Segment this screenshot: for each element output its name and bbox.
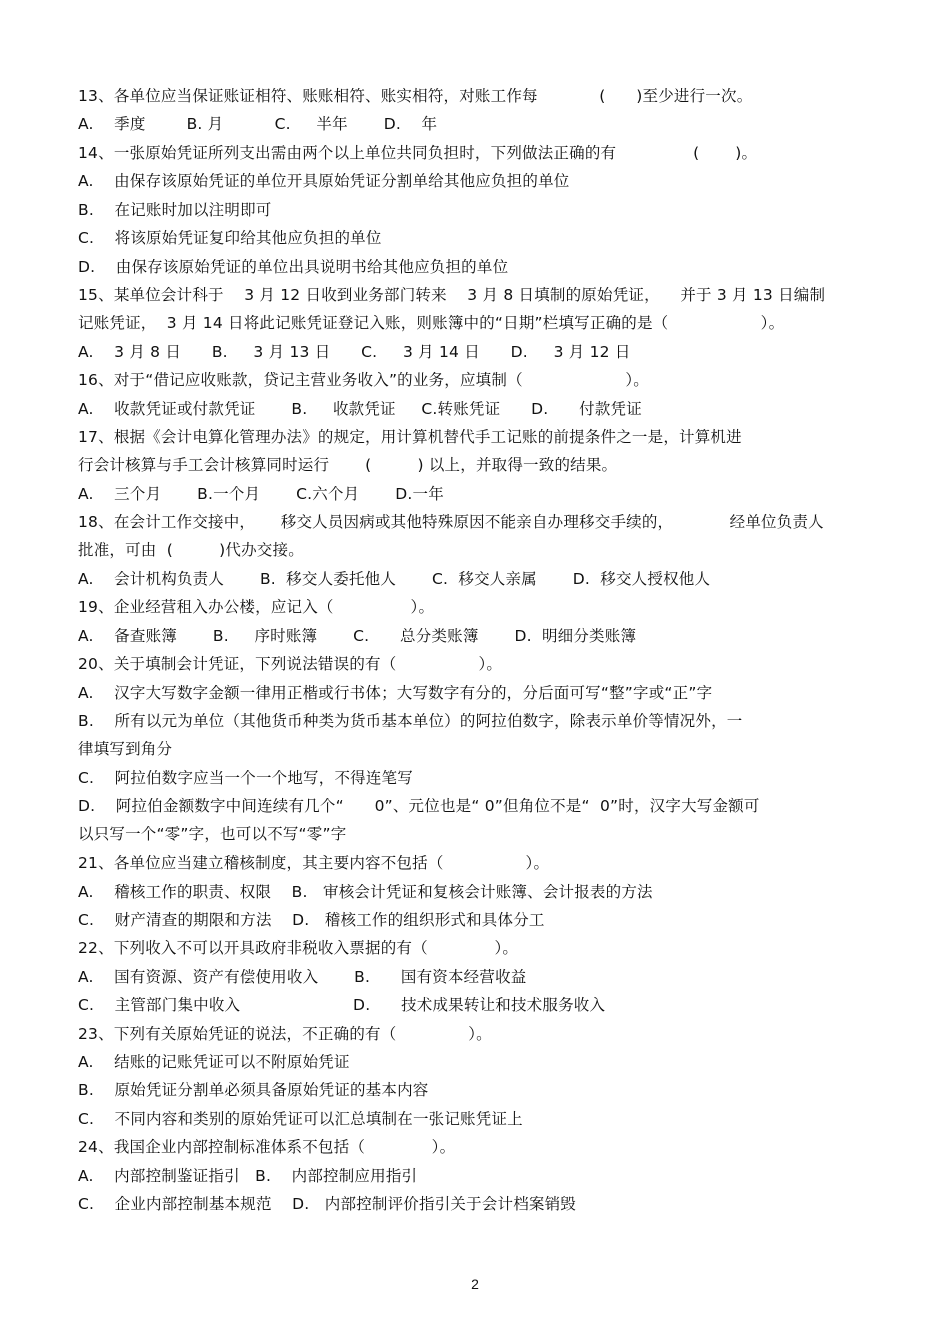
question-13-stem: 13、各单位应当保证账证相符、账账相符、账实相符，对账工作每 ( )至少进行一次。 [78, 87, 753, 105]
question-21-options-cd: C. 财产清查的期限和方法 D. 稽核工作的组织形式和具体分工 [78, 911, 545, 929]
question-22-options-ab: A. 国有资源、资产有偿使用收入 B. 国有资本经营收益 [78, 968, 527, 986]
question-17-stem-line1: 17、根据《会计电算化管理办法》的规定，用计算机替代手工记账的前提条件之一是，计算机进 [78, 428, 742, 446]
question-23-option-c: C. 不同内容和类别的原始凭证可以汇总填制在一张记账凭证上 [78, 1110, 523, 1128]
question-22-options-cd: C. 主管部门集中收入 D. 技术成果转让和技术服务收入 [78, 996, 606, 1014]
question-16-stem: 16、对于“借记应收账款，贷记主营业务收入”的业务，应填制（ ）。 [78, 371, 649, 389]
question-20-option-d-line2: 以只写一个“零”字，也可以不写“零”字 [78, 825, 347, 843]
question-20-stem: 20、关于填制会计凭证，下列说法错误的有（ ）。 [78, 655, 503, 673]
question-21-options-ab: A. 稽核工作的职责、权限 B. 审核会计凭证和复核会计账簿、会计报表的方法 [78, 883, 653, 901]
question-19-stem: 19、企业经营租入办公楼，应记入（ ）。 [78, 598, 435, 616]
question-17-options: A. 三个月 B.一个月 C.六个月 D.一年 [78, 485, 444, 503]
question-23-stem: 23、下列有关原始凭证的说法，不正确的有（ ）。 [78, 1025, 492, 1043]
question-14-option-d: D. 由保存该原始凭证的单位出具说明书给其他应负担的单位 [78, 258, 509, 276]
question-20-option-b-line2: 律填写到角分 [78, 740, 173, 758]
question-24-options-ab: A. 内部控制鉴证指引 B. 内部控制应用指引 [78, 1167, 418, 1185]
question-22-stem: 22、下列收入不可以开具政府非税收入票据的有（ ）。 [78, 939, 519, 957]
question-20-option-b-line1: B. 所有以元为单位（其他货币种类为货币基本单位）的阿拉伯数字，除表示单价等情况外，一 [78, 712, 743, 730]
question-23-option-a: A. 结账的记账凭证可以不附原始凭证 [78, 1053, 350, 1071]
question-17-stem-line2: 行会计核算与手工会计核算同时运行 ( ) 以上，并取得一致的结果。 [78, 456, 618, 474]
question-15-stem-line2: 记账凭证， 3 月 14 日将此记账凭证登记入账，则账簿中的“日期”栏填写正确的是（ ）。 [78, 314, 785, 332]
question-14-stem: 14、一张原始凭证所列支出需由两个以上单位共同负担时，下列做法正确的有 ( )。 [78, 144, 758, 162]
question-18-options: A. 会计机构负责人 B. 移交人委托他人 C. 移交人亲属 D. 移交人授权他人 [78, 570, 711, 588]
question-20-option-d-line1: D. 阿拉伯金额数字中间连续有几个“ 0”、元位也是“ 0”但角位不是“ 0”时，汉字大写金额可 [78, 797, 760, 815]
question-19-options: A. 备查账簿 B. 序时账簿 C. 总分类账簿 D. 明细分类账簿 [78, 627, 637, 645]
page-number: 2 [471, 1276, 479, 1292]
question-16-options: A. 收款凭证或付款凭证 B. 收款凭证 C.转账凭证 D. 付款凭证 [78, 400, 642, 418]
question-14-option-c: C. 将该原始凭证复印给其他应负担的单位 [78, 229, 382, 247]
question-14-option-b: B. 在记账时加以注明即可 [78, 201, 272, 219]
question-24-options-cd: C. 企业内部控制基本规范 D. 内部控制评价指引关于会计档案销毁 [78, 1195, 577, 1213]
question-14-option-a: A. 由保存该原始凭证的单位开具原始凭证分割单给其他应负担的单位 [78, 172, 570, 190]
question-15-stem-line1: 15、某单位会计科于 3 月 12 日收到业务部门转来 3 月 8 日填制的原始凭证， 并于 3 月 13 日编制 [78, 286, 826, 304]
question-21-stem: 21、各单位应当建立稽核制度，其主要内容不包括（ ）。 [78, 854, 550, 872]
question-13-options: A. 季度 B. 月 C. 半年 D. 年 [78, 115, 438, 133]
question-15-options: A. 3 月 8 日 B. 3 月 13 日 C. 3 月 14 日 D. 3 月 12 日 [78, 343, 631, 361]
question-18-stem-line1: 18、在会计工作交接中， 移交人员因病或其他特殊原因不能亲自办理移交手续的， 经单位负责人 [78, 513, 824, 531]
question-24-stem: 24、我国企业内部控制标准体系不包括（ ）。 [78, 1138, 456, 1156]
question-18-stem-line2: 批准，可由 ( )代办交接。 [78, 541, 304, 559]
question-20-option-c: C. 阿拉伯数字应当一个一个地写，不得连笔写 [78, 769, 413, 787]
question-23-option-b: B. 原始凭证分割单必须具备原始凭证的基本内容 [78, 1081, 429, 1099]
question-20-option-a: A. 汉字大写数字金额一律用正楷或行书体；大写数字有分的，分后面可写“整”字或“正”字 [78, 684, 713, 702]
